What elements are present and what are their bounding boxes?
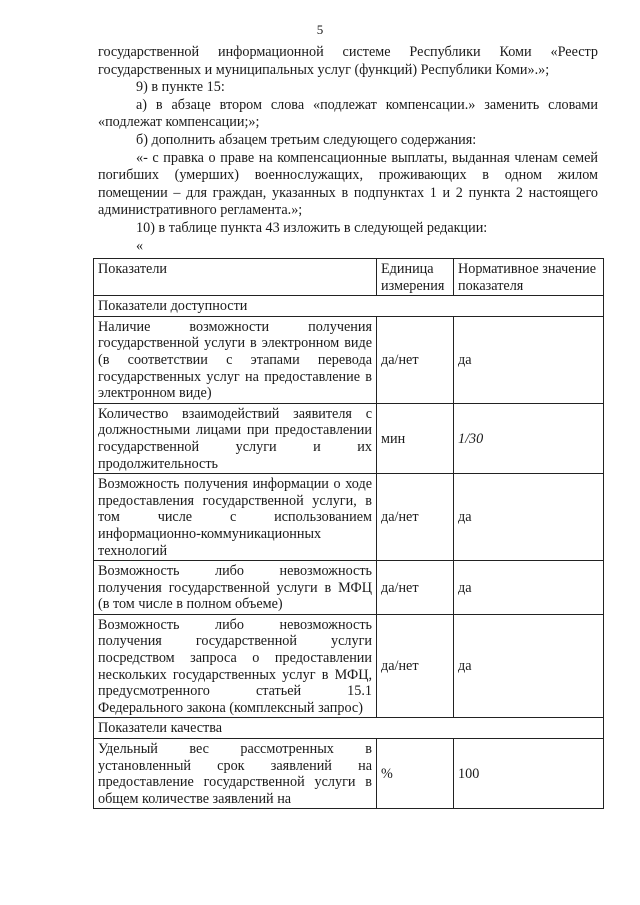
indicators-table xyxy=(93,258,604,809)
body-text xyxy=(98,44,598,255)
indicator-cell: Удельный вес рассмотренных в установленный срок заявлений на предоставление государственной услуги в общем количестве заявлений на xyxy=(94,739,377,809)
table-row xyxy=(94,739,604,809)
table-row xyxy=(94,614,604,718)
value-cell: да xyxy=(454,614,604,718)
unit-cell: да/нет xyxy=(377,614,454,718)
unit-cell: да/нет xyxy=(377,316,454,403)
header-indicators: Показатели xyxy=(94,259,377,296)
paragraph-item-10: 10) в таблице пункта 43 изложить в следующей редакции: xyxy=(136,219,488,236)
value-cell: да xyxy=(454,561,604,615)
value-cell: да xyxy=(454,474,604,561)
table-row xyxy=(94,561,604,615)
table-row xyxy=(94,474,604,561)
paragraph-subitem-b: б) дополнить абзацем третьим следующего содержания: xyxy=(136,131,477,148)
header-unit: Единица измерения xyxy=(377,259,454,296)
paragraph-subitem-a: а) в абзаце втором слова «подлежат компенсации.» заменить словами «подлежат компенсации;»; xyxy=(98,96,598,131)
page-number: 5 xyxy=(316,22,324,37)
table-row xyxy=(94,316,604,403)
indicator-cell: Возможность либо невозможность получения государственной услуги посредством запроса о предоставлении нескольких государственных услуг в МФЦ, предусмотренного статьей 15.1 Федерального закона (комплексный запрос) xyxy=(94,614,377,718)
value-cell: да xyxy=(454,316,604,403)
unit-cell: мин xyxy=(377,403,454,473)
section-availability: Показатели доступности xyxy=(94,296,604,317)
table-row xyxy=(94,403,604,473)
paragraph-quote-certificate: «- с правка о праве на компенсационные выплаты, выданная членам семей погибших (умерших) военнослужащих, проживающих в одном жилом помещении – для граждан, указанных в подпунктах 1 и 2 пункта 2 настоящего административного регламента.»; xyxy=(98,149,598,219)
unit-cell: % xyxy=(377,739,454,809)
value-cell: 1/30 xyxy=(454,403,604,473)
unit-cell: да/нет xyxy=(377,474,454,561)
section-quality: Показатели качества xyxy=(94,718,604,739)
unit-cell: да/нет xyxy=(377,561,454,615)
paragraph-item-9: 9) в пункте 15: xyxy=(136,79,225,96)
indicator-cell: Наличие возможности получения государственной услуги в электронном виде (в соответствии с этапами перевода государственных услуг на предоставление в электронном виде) xyxy=(94,316,377,403)
table-header-row xyxy=(94,259,604,296)
indicator-cell: Возможность получения информации о ходе предоставления государственной услуги, в том числе с использованием информационно-коммуникационных технологий xyxy=(94,474,377,561)
indicator-cell: Количество взаимодействий заявителя с должностными лицами при предоставлении государственной услуги и их продолжительность xyxy=(94,403,377,473)
header-normative-value: Нормативное значение показателя xyxy=(454,259,604,296)
section-row xyxy=(94,718,604,739)
value-cell: 100 xyxy=(454,739,604,809)
section-row xyxy=(94,296,604,317)
paragraph-registry: государственной информационной системе Республики Коми «Реестр государственных и муниципальных услуг (функций) Республики Коми».»; xyxy=(98,44,598,78)
opening-quote: « xyxy=(136,237,144,254)
indicator-cell: Возможность либо невозможность получения государственной услуги в МФЦ (в том числе в полном объеме) xyxy=(94,561,377,615)
